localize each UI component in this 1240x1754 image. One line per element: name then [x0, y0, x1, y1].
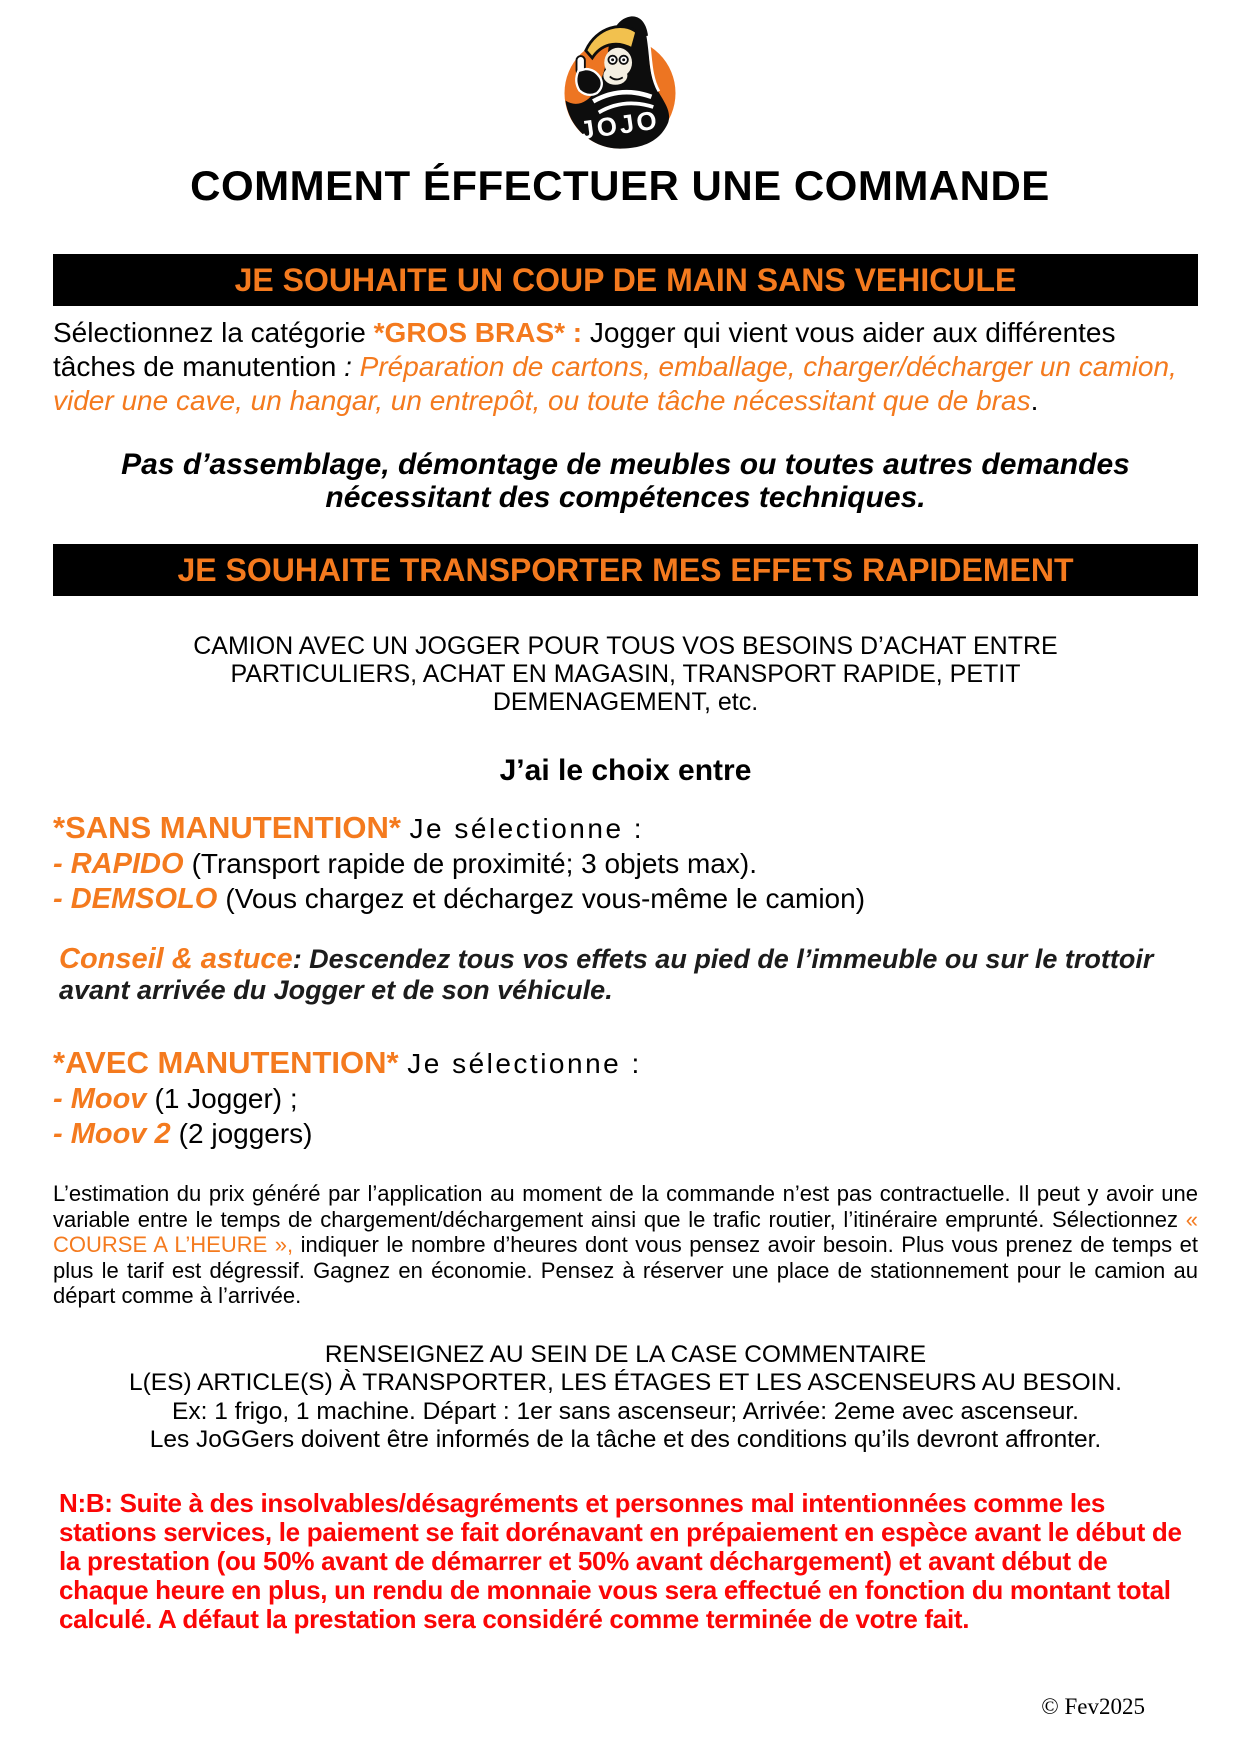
text-segment-spaced: Je sélectionne : — [409, 813, 645, 844]
text-segment-red-bold: N:B: — [59, 1487, 120, 1518]
text-segment-plain: Sélectionnez la catégorie — [53, 317, 374, 348]
text-segment-plain: L’estimation du prix généré par l’application au moment de la commande n’est pas contractuelle. Il peut y avoir une variable entre le temps de chargement/déchargement ainsi que le trafic routier, l’itinéraire emprunté. Sélectionnez — [53, 1181, 1198, 1232]
gorilla-pupil-right — [622, 58, 625, 61]
no-assembly-note: Pas d’assemblage, démontage de meubles ou toutes autres demandes nécessitant des compétences techniques. — [121, 448, 1130, 514]
gorilla-pupil-left — [611, 58, 614, 61]
text-segment-plain: indiquer le nombre d’heures dont vous pensez avoir besoin. Plus vous prenez de temps et plus le tarif est dégressif. Gagnez en économie. Pensez à réserver une place de stationnement pour le camion au départ comme à l’arrivée. — [53, 1232, 1198, 1308]
logo — [0, 0, 1240, 150]
gros-bras-paragraph — [53, 316, 1198, 418]
note-line: Les JoGGers doivent être informés de la tâche et des conditions qu’ils devront affronter. — [149, 1426, 1102, 1453]
text-segment-orange-bold-italic: - DEMSOLO — [53, 883, 226, 915]
note-line: Ex: 1 frigo, 1 machine. Départ : 1er sans ascenseur; Arrivée: 2eme avec ascenseur. — [172, 1397, 1079, 1425]
camion-note: CAMION AVEC UN JOGGER POUR TOUS VOS BESOINS D’ACHAT ENTRE PARTICULIERS, ACHAT EN MAGASIN, TRANSPORT RAPIDE, PETIT DEMENAGEMENT, etc. — [193, 632, 1058, 716]
text-segment-plain: (2 joggers) — [178, 1118, 313, 1149]
avec-manutention-header — [53, 1046, 1198, 1081]
text-segment-orange-bold-italic: - Moov 2 — [53, 1118, 179, 1150]
jojo-logo-icon — [550, 8, 690, 156]
text-segment-orange-bold-lg: *AVEC MANUTENTION* — [53, 1045, 408, 1080]
estimation-paragraph — [53, 1181, 1198, 1309]
note-line: L(ES) ARTICLE(S) À TRANSPORTER, LES ÉTAGES ET LES ASCENSEURS AU BESOIN. — [128, 1369, 1122, 1396]
commentaire-instructions — [53, 1341, 1198, 1455]
text-segment-spaced: Je sélectionne : — [407, 1048, 642, 1079]
choice-heading: J’ai le choix entre — [499, 754, 752, 787]
sans-manutention-header — [53, 811, 1198, 846]
gorilla-muzzle — [603, 66, 627, 85]
text-segment-plain: (Vous chargez et déchargez vous-même le camion) — [225, 883, 866, 914]
text-segment-red: Suite à des insolvables/désagréments et personnes mal intentionnées comme les stations services, le paiement se fait dorénavant en prépaiement en espèce avant le début de la prestation (ou 50% avant de démarrer et 50% avant déchargement) et avant début de chaque heure en plus, un rendu de monnaie vous sera effectué en fonction du montant total calculé. A défaut la prestation sera considéré comme terminée de votre fait. — [59, 1487, 1182, 1634]
logo-brand-text: JOJO — [578, 106, 662, 146]
copyright: © Fev2025 — [1041, 1694, 1145, 1719]
text-segment-orange: « COURSE A L’HEURE », — [53, 1206, 1198, 1257]
text-segment-orange-italic: Préparation de cartons, emballage, charger/décharger un camion, vider une cave, un hangar, un entrepôt, ou toute tâche nécessitant que de bras — [53, 351, 1177, 416]
text-segment-orange-bold-italic: - Moov — [53, 1083, 155, 1115]
banner-no-vehicle: JE SOUHAITE UN COUP DE MAIN SANS VEHICULE — [53, 254, 1198, 306]
text-segment-orange-bold-lg: *SANS MANUTENTION* — [53, 810, 410, 845]
text-segment-dark-bold-italic: : Descendez tous vos effets au pied de l’immeuble ou sur le trottoir avant arrivée du Jogger et de son véhicule. — [59, 944, 1154, 1005]
nb-warning — [53, 1489, 1198, 1634]
text-segment-plain-italic: : — [344, 351, 360, 382]
option-moov2 — [53, 1117, 1198, 1151]
flyer-content — [0, 254, 1240, 1634]
text-segment-plain: (1 Jogger) ; — [154, 1083, 298, 1114]
option-demsolo — [53, 882, 1198, 916]
text-segment-plain: Jogger qui vient vous aider aux différentes tâches de manutention — [53, 317, 1116, 382]
page-title: COMMENT ÉFFECTUER UNE COMMANDE — [190, 162, 1050, 209]
option-moov — [53, 1082, 1198, 1116]
text-segment-plain: . — [1030, 385, 1039, 416]
text-segment-orange-bold-italic: Conseil & astuce — [59, 943, 293, 975]
option-rapido — [53, 847, 1198, 881]
banner-transport: JE SOUHAITE TRANSPORTER MES EFFETS RAPIDEMENT — [53, 544, 1198, 596]
text-segment-plain: (Transport rapide de proximité; 3 objets max). — [191, 848, 757, 879]
note-line: RENSEIGNEZ AU SEIN DE LA CASE COMMENTAIRE — [324, 1340, 927, 1368]
conseil-note — [53, 944, 1198, 1006]
text-segment-orange-bold: *GROS BRAS* : — [373, 317, 590, 348]
text-segment-orange-bold-italic: - RAPIDO — [53, 848, 192, 880]
